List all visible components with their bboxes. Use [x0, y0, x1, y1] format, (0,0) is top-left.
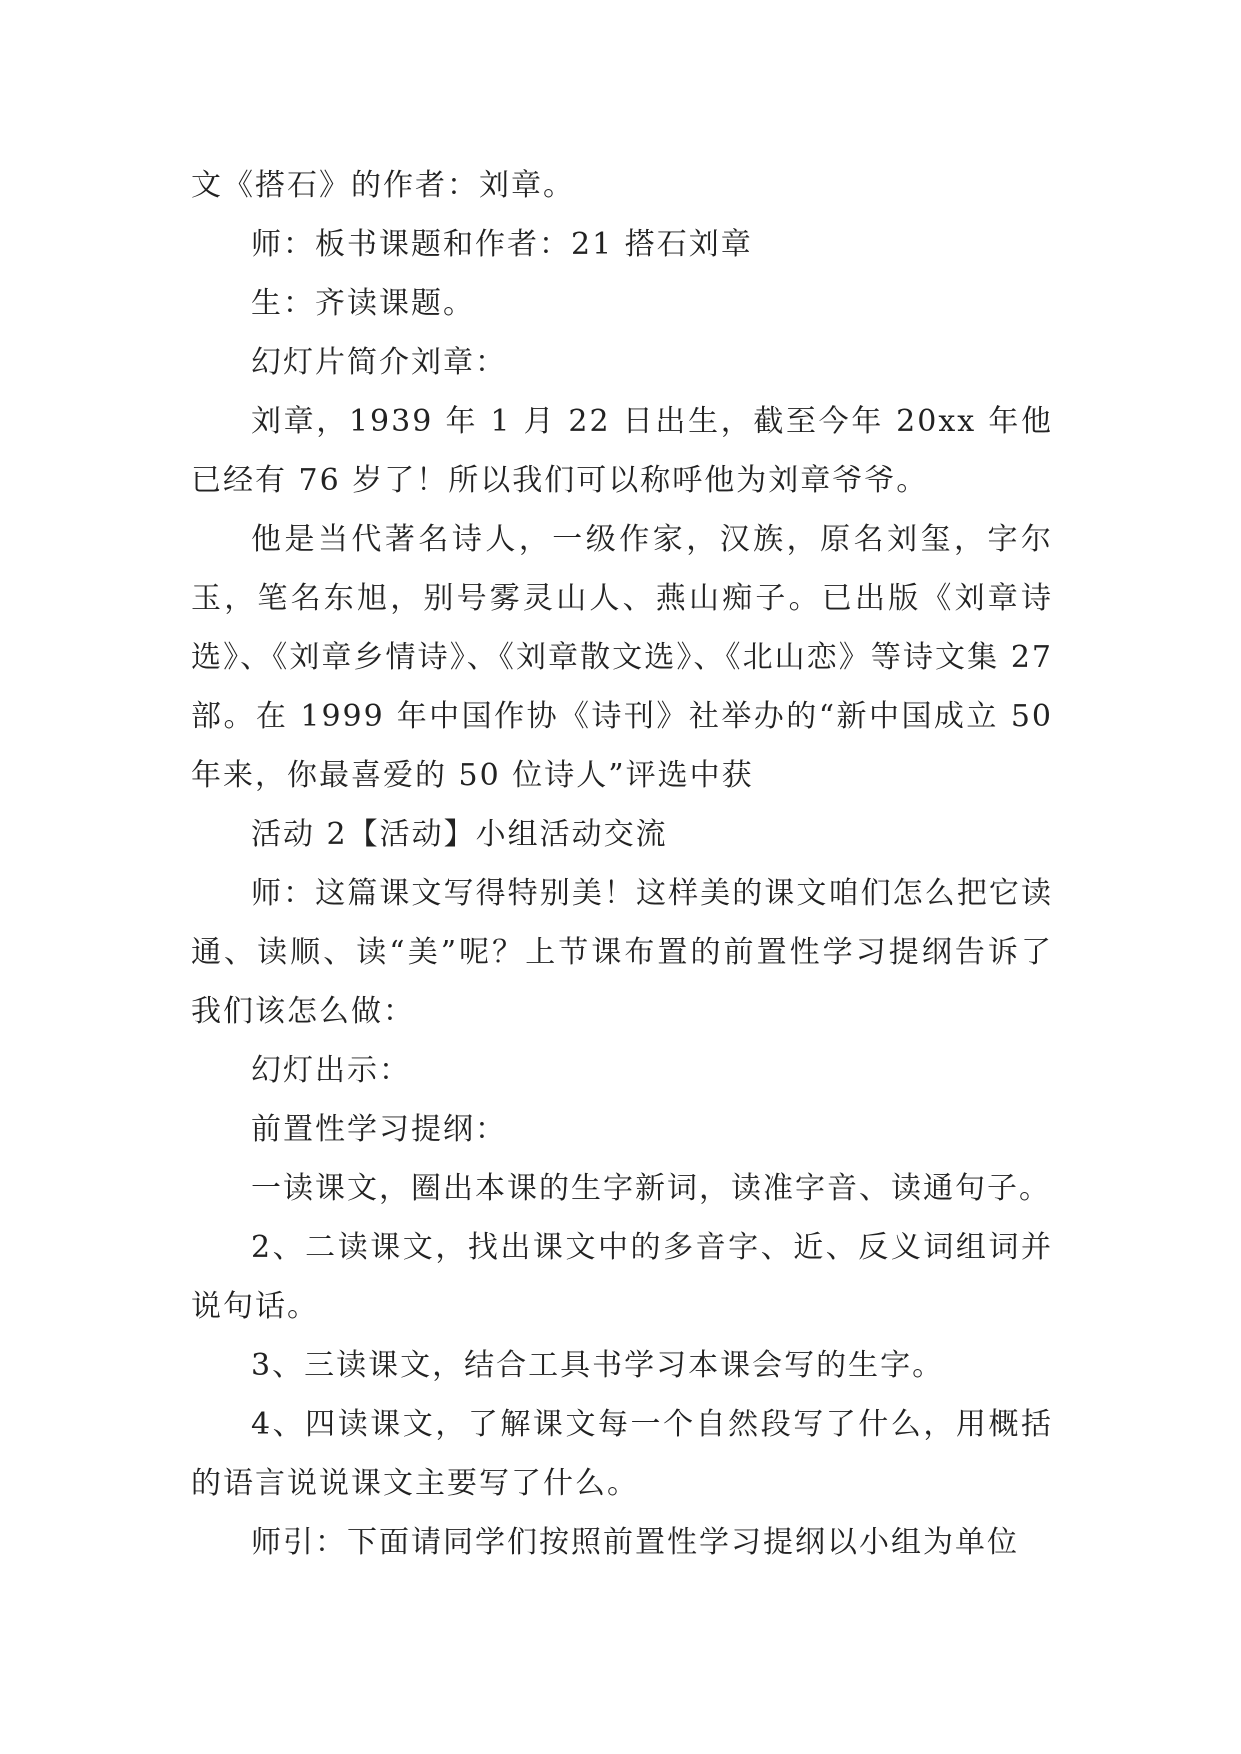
paragraph-author-birth: 刘章，1939 年 1 月 22 日出生，截至今年 20xx 年他已经有 76 岁了！所以我们可以称呼他为刘章爷爷。: [191, 404, 1053, 498]
paragraph-teacher-guide: 师引：下面请同学们按照前置性学习提纲以小组为单位: [251, 1525, 1019, 1560]
paragraph-outline-title: 前置性学习提纲：: [251, 1112, 507, 1147]
paragraph-teacher-title: 师：板书课题和作者：21 搭石刘章: [251, 227, 753, 262]
paragraph-author-bio: 他是当代著名诗人，一级作家，汉族，原名刘玺，字尔玉，笔名东旭，别号雾灵山人、燕山痴子。已出版《刘章诗选》、《刘章乡情诗》、《刘章散文选》、《北山恋》等诗文集 27 部。在 1999 年中国作协《诗刊》社举办的“新中国成立 50 年来，你最喜爱的 50 位诗人”评选中获: [191, 522, 1053, 793]
paragraph-students-read: 生：齐读课题。: [251, 286, 475, 321]
paragraph-slide-show: 幻灯出示：: [251, 1053, 411, 1088]
outline-item-2: 2、二读课文，找出课文中的多音字、近、反义词组词并说句话。: [191, 1230, 1053, 1324]
paragraph-slide-intro: 幻灯片简介刘章：: [251, 345, 507, 380]
paragraph-continuation: 文《搭石》的作者：刘章。: [191, 168, 575, 203]
outline-item-4: 4、四读课文，了解课文每一个自然段写了什么，用概括的语言说说课文主要写了什么。: [191, 1407, 1053, 1501]
document-body: [191, 156, 1053, 1572]
outline-item-3: 3、三读课文，结合工具书学习本课会写的生字。: [251, 1348, 945, 1383]
outline-item-1: 一读课文，圈出本课的生字新词，读准字音、读通句子。: [251, 1171, 1051, 1206]
paragraph-teacher-question: 师：这篇课文写得特别美！这样美的课文咱们怎么把它读通、读顺、读“美”呢？上节课布置的前置性学习提纲告诉了我们该怎么做：: [191, 876, 1053, 1029]
paragraph-activity-heading: 活动 2【活动】小组活动交流: [251, 817, 668, 852]
